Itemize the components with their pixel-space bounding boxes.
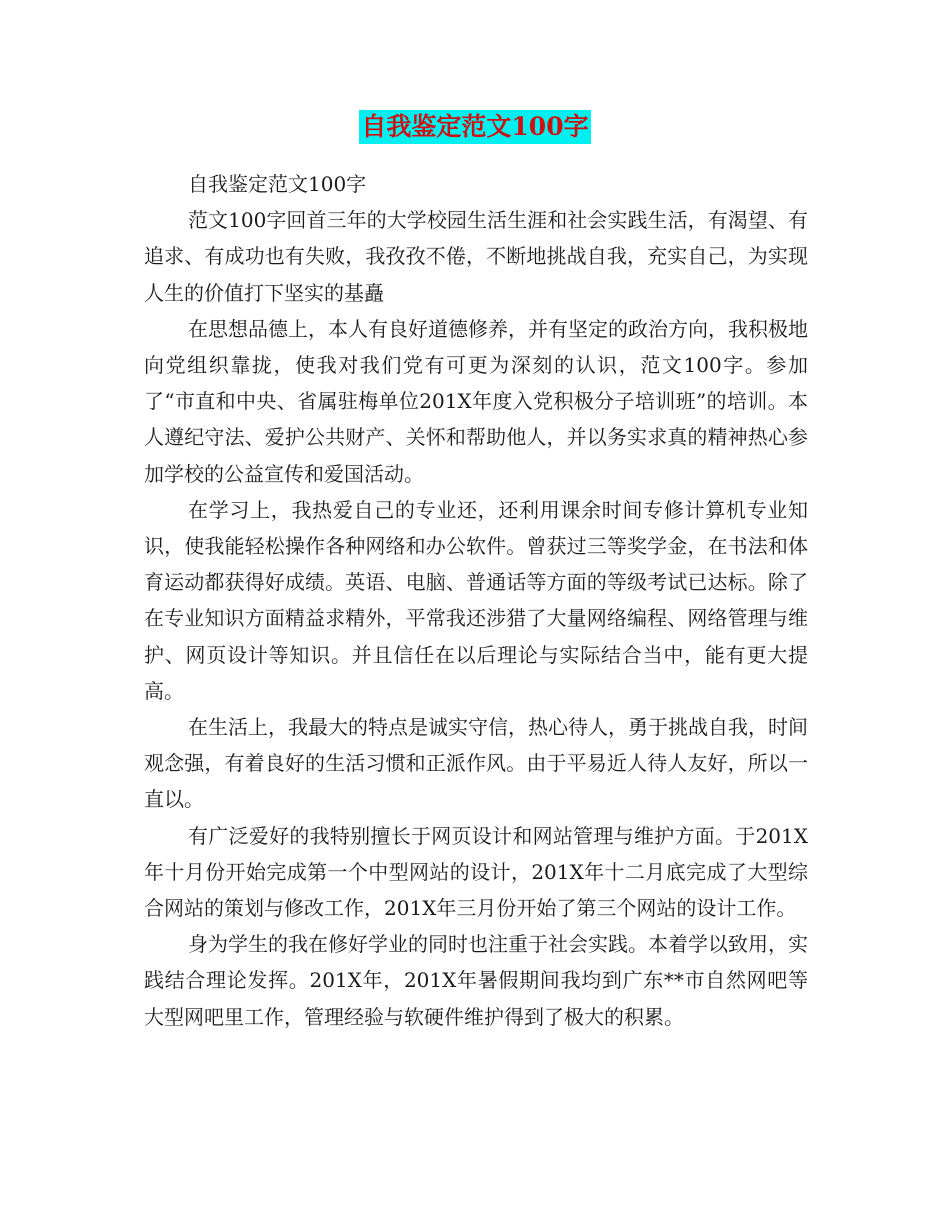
paragraph: 自我鉴定范文100字	[188, 172, 367, 196]
paragraph: 在思想品德上，本人有良好道德修养，并有坚定的政治方向，我积极地向党组织靠拢，使我对我们党有可更为深刻的认识，范文100字。参加了“市直和中央、省属驻梅单位201X年度入党积极分子培训班”的培训。本人遵纪守法、爱护公共财产、关怀和帮助他人，并以务实求真的精神热心参加学校的公益宣传和爱国活动。	[144, 316, 808, 486]
document-body	[144, 166, 808, 1035]
paragraph: 在学习上，我热爱自己的专业还，还利用课余时间专修计算机专业知识，使我能轻松操作各种网络和办公软件。曾获过三等奖学金，在书法和体育运动都获得好成绩。英语、电脑、普通话等方面的等级考试已达标。除了在专业知识方面精益求精外，平常我还涉猎了大量网络编程、网络管理与维护、网页设计等知识。并且信任在以后理论与实际结合当中，能有更大提高。	[144, 497, 808, 703]
paragraph: 有广泛爱好的我特别擅长于网页设计和网站管理与维护方面。于201X年十月份开始完成第一个中型网站的设计，201X年十二月底完成了大型综合网站的策划与修改工作，201X年三月份开始了第三个网站的设计工作。	[144, 823, 808, 921]
paragraph: 身为学生的我在修好学业的同时也注重于社会实践。本着学以致用，实践结合理论发挥。201X年，201X年暑假期间我均到广东**市自然网吧等大型网吧里工作，管理经验与软硬件维护得到了极大的积累。	[144, 932, 808, 1029]
paragraph: 在生活上，我最大的特点是诚实守信，热心待人，勇于挑战自我，时间观念强，有着良好的生活习惯和正派作风。由于平易近人待人友好，所以一直以。	[144, 715, 808, 812]
title-container	[0, 110, 950, 144]
document-title: 自我鉴定范文100字	[359, 110, 590, 144]
paragraph: 范文100字回首三年的大学校园生活生涯和社会实践生活，有渴望、有追求、有成功也有失败，我孜孜不倦，不断地挑战自我，充实自己，为实现人生的价值打下坚实的基矗	[144, 208, 808, 305]
